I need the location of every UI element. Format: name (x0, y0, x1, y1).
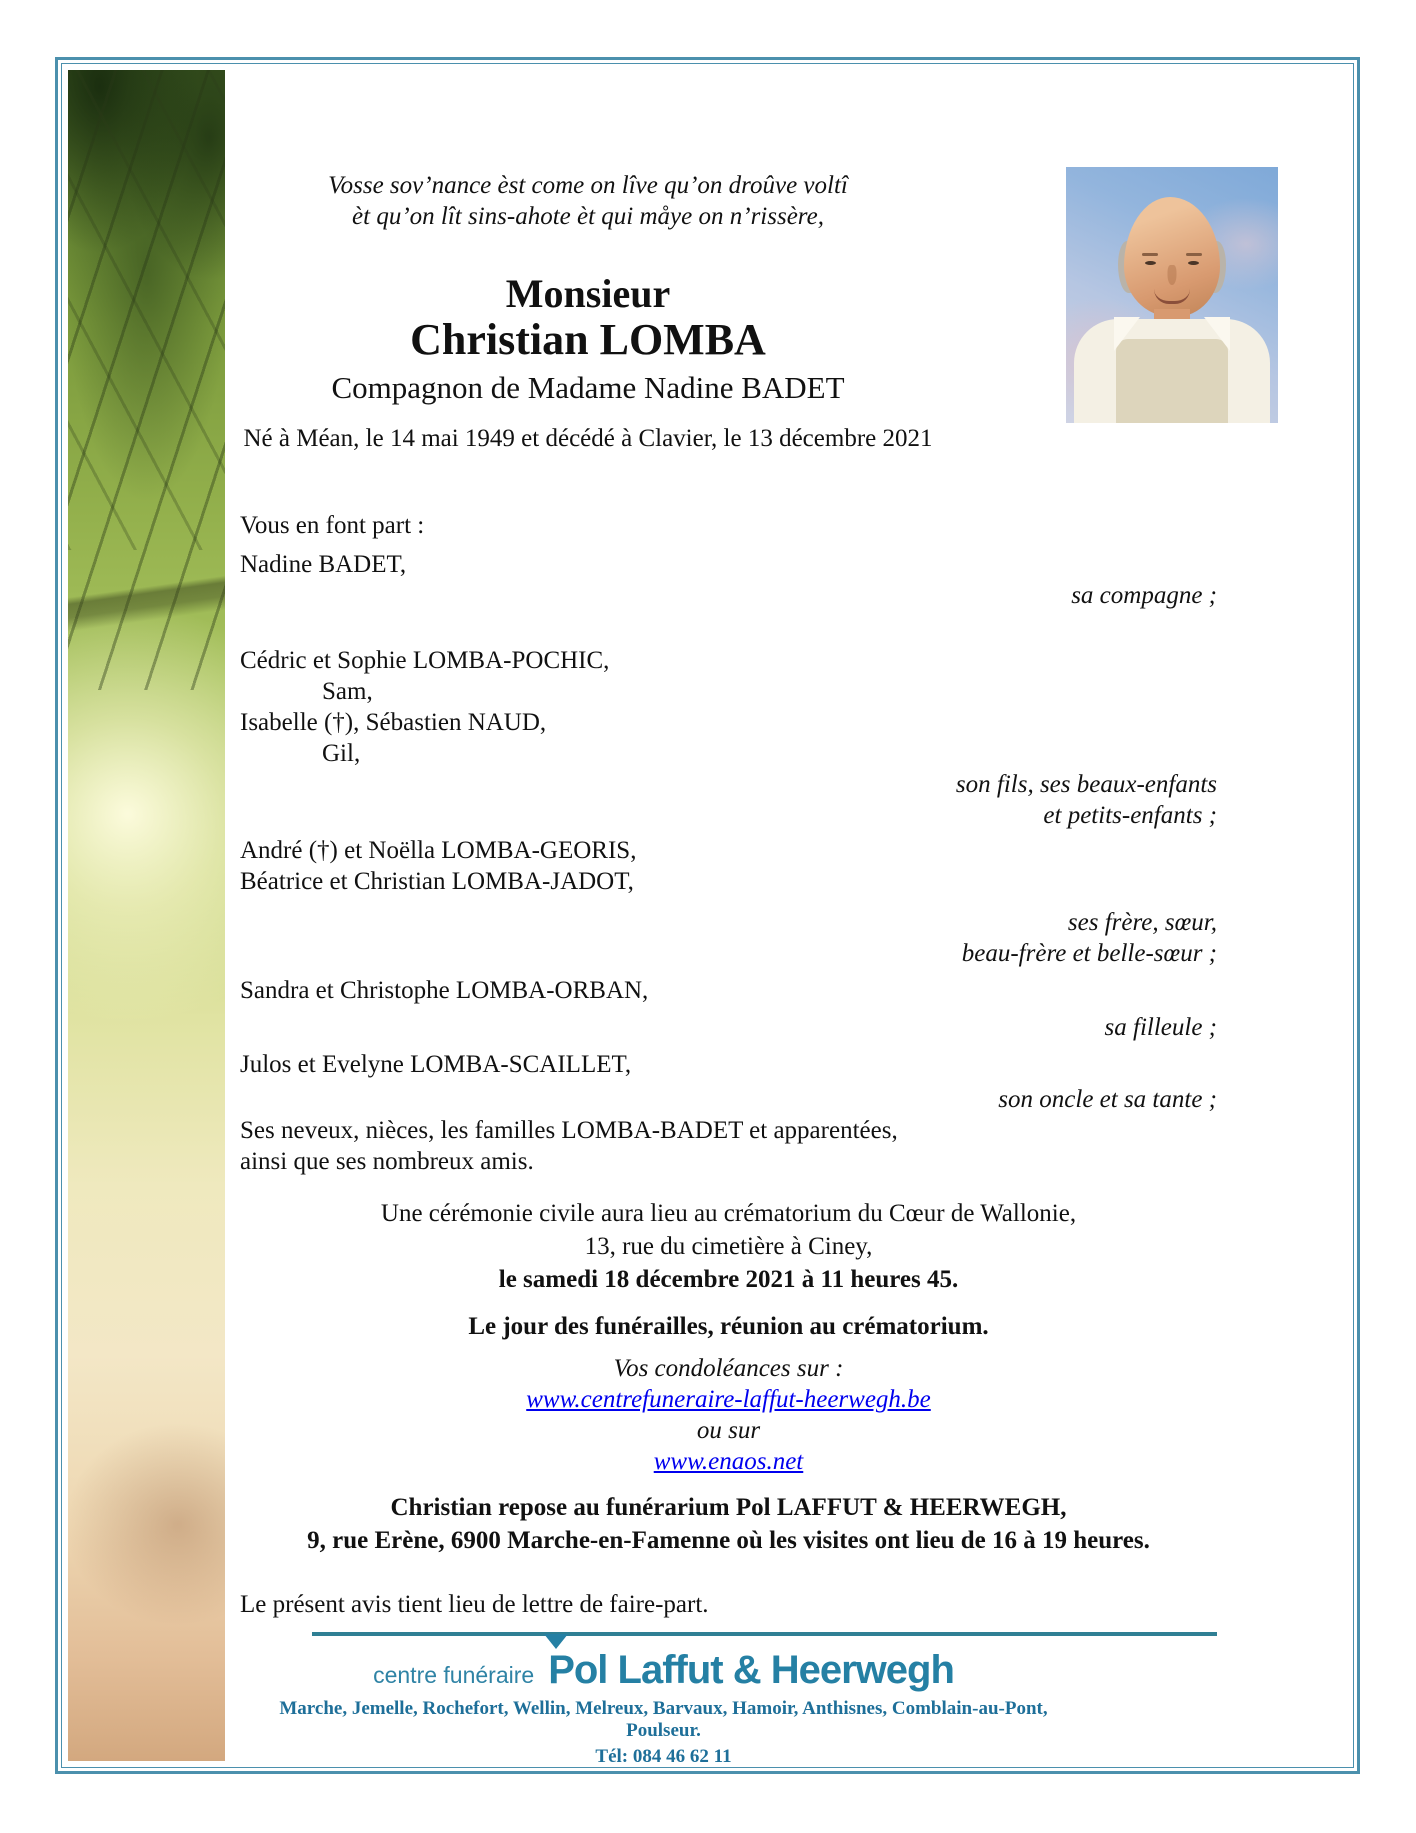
family-member-line: Julos et Evelyne LOMBA-SCAILLET, (240, 1051, 632, 1078)
page-frame (55, 57, 1360, 1774)
condolence-link-2[interactable]: www.enaos.net (653, 1448, 804, 1475)
relation-label: et petits-enfants ; (1043, 802, 1217, 829)
portrait-feature (1186, 253, 1202, 256)
footer-divider (312, 1632, 1217, 1636)
forest-path-photo (68, 70, 225, 1761)
relation-label: ses frère, sœur, (1067, 909, 1217, 936)
portrait-collar (1114, 317, 1140, 351)
portrait-photo (1066, 167, 1278, 423)
deceased-title: Monsieur (505, 271, 671, 316)
condolences-block (240, 1353, 1217, 1477)
footer (240, 1648, 1217, 1768)
brand-name (548, 1648, 954, 1692)
family-member-line: Ses neveux, nièces, les familles LOMBA-BADET et apparentées, (240, 1117, 898, 1144)
ceremony-line-1: Une cérémonie civile aura lieu au crématorium du Cœur de Wallonie, (380, 1200, 1077, 1227)
family-member-line: André (†) et Noëlla LOMBA-GEORIS, (240, 837, 637, 864)
portrait-feature (1142, 253, 1158, 256)
memorial-verse (240, 170, 936, 232)
family-member-line: Nadine BADET, (240, 551, 407, 578)
verse-line-2: èt qu’on lît sins-ahote èt qui måye on n’rissère, (352, 203, 824, 230)
ceremony-block (240, 1197, 1217, 1296)
logo-triangle-icon (544, 1634, 568, 1649)
portrait-collar (1204, 317, 1230, 351)
reunion-line: Le jour des funérailles, réunion au crématorium. (468, 1313, 989, 1340)
family-member-line: Béatrice et Christian LOMBA-JADOT, (240, 868, 634, 895)
page-content (240, 64, 1353, 1767)
portrait-feature (1188, 261, 1199, 265)
relation-label: sa compagne ; (1071, 582, 1217, 609)
family-member-line: Isabelle (†), Sébastien NAUD, (240, 709, 547, 736)
life-dates: Né à Méan, le 14 mai 1949 et décédé à Clavier, le 13 décembre 2021 (243, 425, 933, 452)
family-member-line: Sandra et Christophe LOMBA-ORBAN, (240, 977, 649, 1004)
repose-line-1: Christian repose au funérarium Pol LAFFUT & HEERWEGH, (390, 1494, 1067, 1521)
brand-name-text: Pol Laffut & Heerwegh (548, 1648, 954, 1692)
family-member-line: Cédric et Sophie LOMBA-POCHIC, (240, 647, 610, 674)
portrait-shirt (1074, 319, 1270, 423)
verse-line-1: Vosse sov’nance èst come on lîve qu’on droûve voltî (328, 172, 848, 199)
legal-notice: Le présent avis tient lieu de lettre de faire-part. (240, 1591, 709, 1618)
funeral-home-logo (240, 1648, 1087, 1692)
portrait-feature (1168, 265, 1177, 285)
header (240, 64, 1353, 454)
condolence-link-1[interactable]: www.centrefuneraire-laffut-heerwegh.be (526, 1386, 931, 1413)
or-separator: ou sur (696, 1417, 761, 1444)
header-text (240, 64, 1066, 454)
phone-number: Tél: 084 46 62 11 (595, 1746, 732, 1767)
relation-label: beau-frère et belle-sœur ; (961, 940, 1217, 967)
relation-label: son oncle et sa tante ; (998, 1086, 1217, 1113)
page-frame-inner (61, 63, 1354, 1768)
family-member-line: Gil, (322, 740, 361, 767)
relation-label: son fils, ses beaux-enfants (955, 771, 1217, 798)
deceased-name: Christian LOMBA (410, 315, 766, 364)
portrait-feature (1145, 261, 1156, 265)
announcement-body (240, 510, 1353, 1768)
family-member-line: Sam, (322, 678, 373, 705)
repose-block (240, 1491, 1217, 1557)
ceremony-datetime: le samedi 18 décembre 2021 à 11 heures 45. (498, 1266, 959, 1293)
family-member-line: ainsi que ses nombreux amis. (240, 1148, 534, 1175)
ceremony-line-2: 13, rue du cimetière à Ciney, (584, 1233, 873, 1260)
family-intro: Vous en font part : (240, 512, 425, 539)
relation-label: sa filleule ; (1104, 1014, 1217, 1041)
brand-prefix: centre funéraire (373, 1662, 535, 1688)
deceased-relation: Compagnon de Madame Nadine BADET (331, 370, 845, 405)
portrait-vest (1116, 339, 1228, 423)
portrait-head (1124, 197, 1220, 317)
condolences-intro: Vos condoléances sur : (613, 1355, 844, 1382)
portrait-feature (1154, 289, 1190, 304)
towns-list: Marche, Jemelle, Rochefort, Wellin, Melreux, Barvaux, Hamoir, Anthisnes, Comblain-au-Pont, Poulseur. (279, 1698, 1048, 1741)
repose-line-2: 9, rue Erène, 6900 Marche-en-Famenne où les visites ont lieu de 16 à 19 heures. (307, 1527, 1150, 1554)
